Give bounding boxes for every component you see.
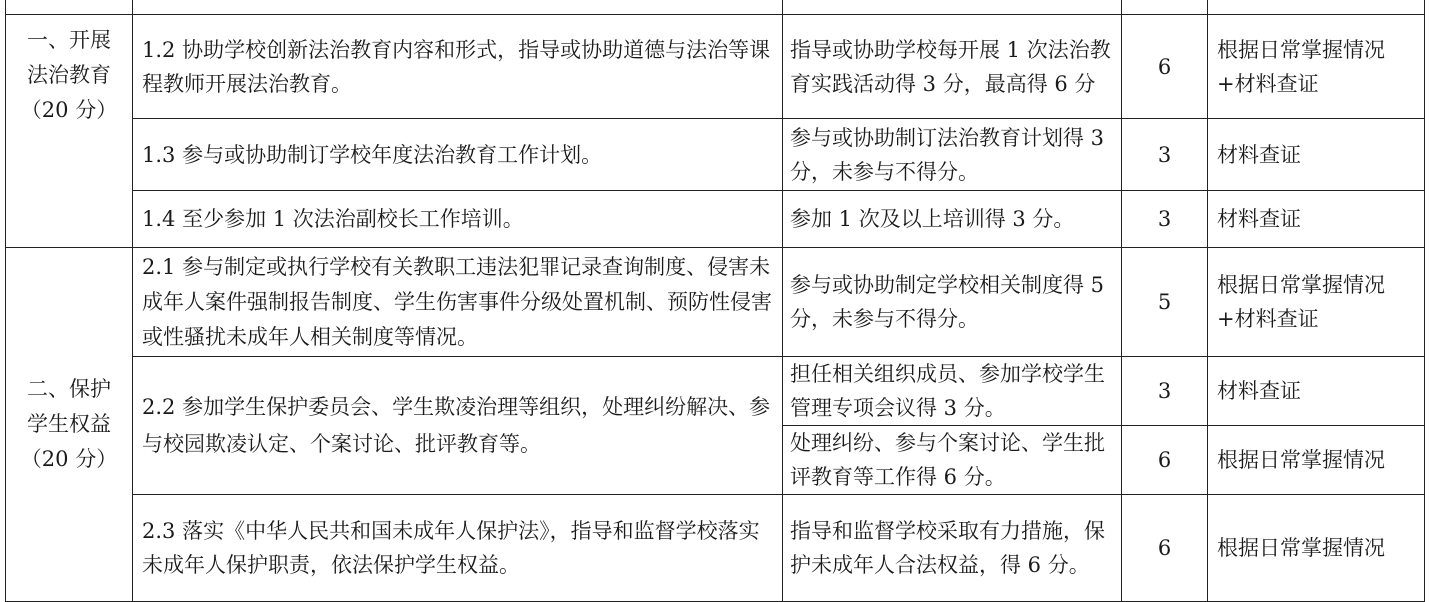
section-title: 法治教育 — [27, 63, 111, 87]
standard-cell: 担任相关组织成员、参加学校学生管理专项会议得 3 分。 — [783, 357, 1122, 426]
method-cell: 根据日常掌握情况+材料查证 — [1208, 248, 1425, 357]
table-row — [6, 495, 1425, 602]
content-cell — [133, 0, 783, 15]
method-cell — [1208, 0, 1425, 15]
content-cell: 1.3 参与或协助制订学校年度法治教育工作计划。 — [133, 119, 783, 191]
table-row — [6, 0, 1425, 15]
content-cell: 2.1 参与制定或执行学校有关教职工违法犯罪记录查询制度、侵害未成年人案件强制报告制度、学生伤害事件分级处置机制、预防性侵害或性骚扰未成年人相关制度等情况。 — [133, 248, 783, 357]
standard-cell: 参与或协助制订法治教育计划得 3 分，未参与不得分。 — [783, 119, 1122, 191]
standard-cell: 参加 1 次及以上培训得 3 分。 — [783, 191, 1122, 248]
score-cell: 3 — [1122, 191, 1208, 248]
method-cell: 材料查证 — [1208, 191, 1425, 248]
section-cell — [6, 0, 133, 15]
table-row — [6, 248, 1425, 357]
section-points: （20 分） — [20, 447, 118, 471]
standard-cell: 参与或协助制定学校相关制度得 5 分，未参与不得分。 — [783, 248, 1122, 357]
standard-cell: 处理纠纷、参与个案讨论、学生批评教育等工作得 6 分。 — [783, 426, 1122, 495]
section-title: 二、保护 — [27, 377, 111, 401]
standard-cell: 指导或协助学校每开展 1 次法治教育实践活动得 3 分，最高得 6 分 — [783, 15, 1122, 119]
section-cell — [6, 15, 133, 248]
section-cell — [6, 248, 133, 602]
score-cell — [1122, 0, 1208, 15]
standard-cell: 指导和监督学校采取有力措施，保护未成年人合法权益，得 6 分。 — [783, 495, 1122, 602]
section-title: 学生权益 — [27, 412, 111, 436]
method-cell: 根据日常掌握情况 — [1208, 495, 1425, 602]
table-row — [6, 119, 1425, 191]
score-cell: 3 — [1122, 119, 1208, 191]
section-title: 一、开展 — [27, 28, 111, 52]
content-cell: 1.2 协助学校创新法治教育内容和形式，指导或协助道德与法治等课程教师开展法治教育。 — [133, 15, 783, 119]
assessment-table — [5, 0, 1425, 602]
section-points: （20 分） — [20, 98, 118, 122]
method-cell: 材料查证 — [1208, 119, 1425, 191]
content-cell: 2.3 落实《中华人民共和国未成年人保护法》，指导和监督学校落实未成年人保护职责，依法保护学生权益。 — [133, 495, 783, 602]
table-row — [6, 15, 1425, 119]
method-cell: 材料查证 — [1208, 357, 1425, 426]
score-cell: 6 — [1122, 495, 1208, 602]
score-cell: 3 — [1122, 357, 1208, 426]
score-cell: 6 — [1122, 15, 1208, 119]
method-cell: 根据日常掌握情况 — [1208, 426, 1425, 495]
content-cell: 2.2 参加学生保护委员会、学生欺凌治理等组织，处理纠纷解决、参与校园欺凌认定、个案讨论、批评教育等。 — [133, 357, 783, 495]
table-row — [6, 357, 1425, 426]
method-cell: 根据日常掌握情况+材料查证 — [1208, 15, 1425, 119]
standard-cell — [783, 0, 1122, 15]
content-cell: 1.4 至少参加 1 次法治副校长工作培训。 — [133, 191, 783, 248]
score-cell: 6 — [1122, 426, 1208, 495]
table-row — [6, 191, 1425, 248]
score-cell: 5 — [1122, 248, 1208, 357]
